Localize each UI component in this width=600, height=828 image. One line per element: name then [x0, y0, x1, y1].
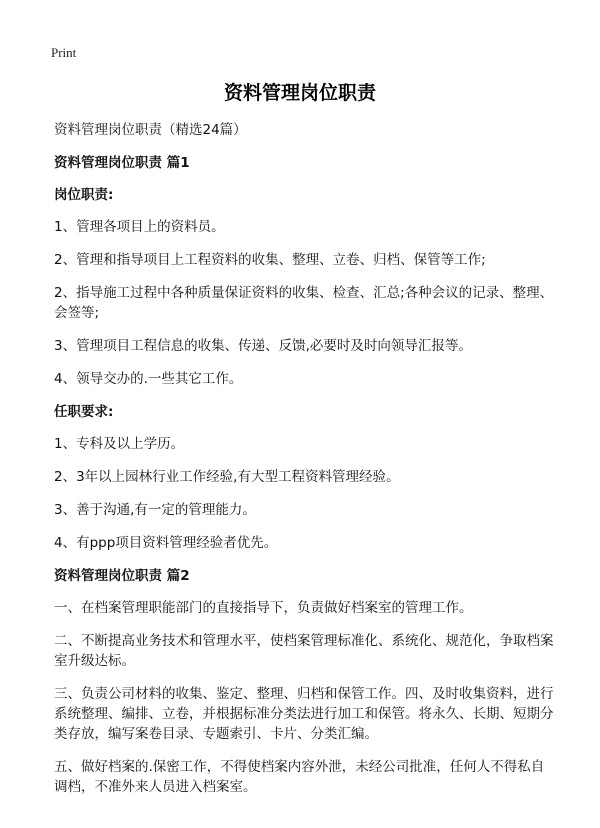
paragraph: 五、做好档案的.保密工作，不得使档案内容外泄，未经公司批准，任何人不得私自调档，不准外来人员进入档案室。: [54, 759, 545, 795]
duty-item: 1、管理各项目上的资料员。: [54, 219, 225, 235]
requirement-item: 3、善于沟通,有一定的管理能力。: [54, 502, 256, 518]
requirements-heading: 任职要求:: [54, 404, 114, 420]
requirement-item: 4、有ppp项目资料管理经验者优先。: [54, 535, 278, 551]
duty-item: 2、指导施工过程中各种质量保证资料的收集、检查、汇总;各种会议的记录、整理、会签等;: [54, 285, 554, 321]
duty-item: 2、管理和指导项目上工程资料的收集、整理、立卷、归档、保管等工作;: [54, 252, 486, 268]
section-heading-1: 资料管理岗位职责 篇1: [54, 155, 190, 171]
document-subtitle: 资料管理岗位职责（精选24篇）: [54, 122, 247, 138]
requirement-item: 2、3年以上园林行业工作经验,有大型工程资料管理经验。: [54, 469, 400, 485]
paragraph: 二、不断提高业务技术和管理水平，使档案管理标准化、系统化、规范化，争取档案室升级达标。: [54, 633, 554, 669]
duties-heading: 岗位职责:: [54, 187, 114, 203]
document-body: [54, 120, 554, 810]
section-heading-2: 资料管理岗位职责 篇2: [54, 568, 190, 584]
page-title: 资料管理岗位职责: [223, 82, 376, 104]
duty-item: 4、领导交办的.一些其它工作。: [54, 371, 243, 387]
paragraph: 一、在档案管理职能部门的直接指导下，负责做好档案室的管理工作。: [54, 600, 473, 616]
print-label: Print: [51, 45, 77, 60]
requirement-item: 1、专科及以上学历。: [54, 436, 185, 452]
duty-item: 3、管理项目工程信息的收集、传递、反馈,必要时及时向领导汇报等。: [54, 338, 472, 354]
paragraph: 三、负责公司材料的收集、鉴定、整理、归档和保管工作。四、及时收集资料，进行系统整理、编排、立卷，并根据标准分类法进行加工和保管。将永久、长期、短期分类存放，编写案卷目录、专题索引、卡片、分类汇编。: [54, 686, 554, 742]
